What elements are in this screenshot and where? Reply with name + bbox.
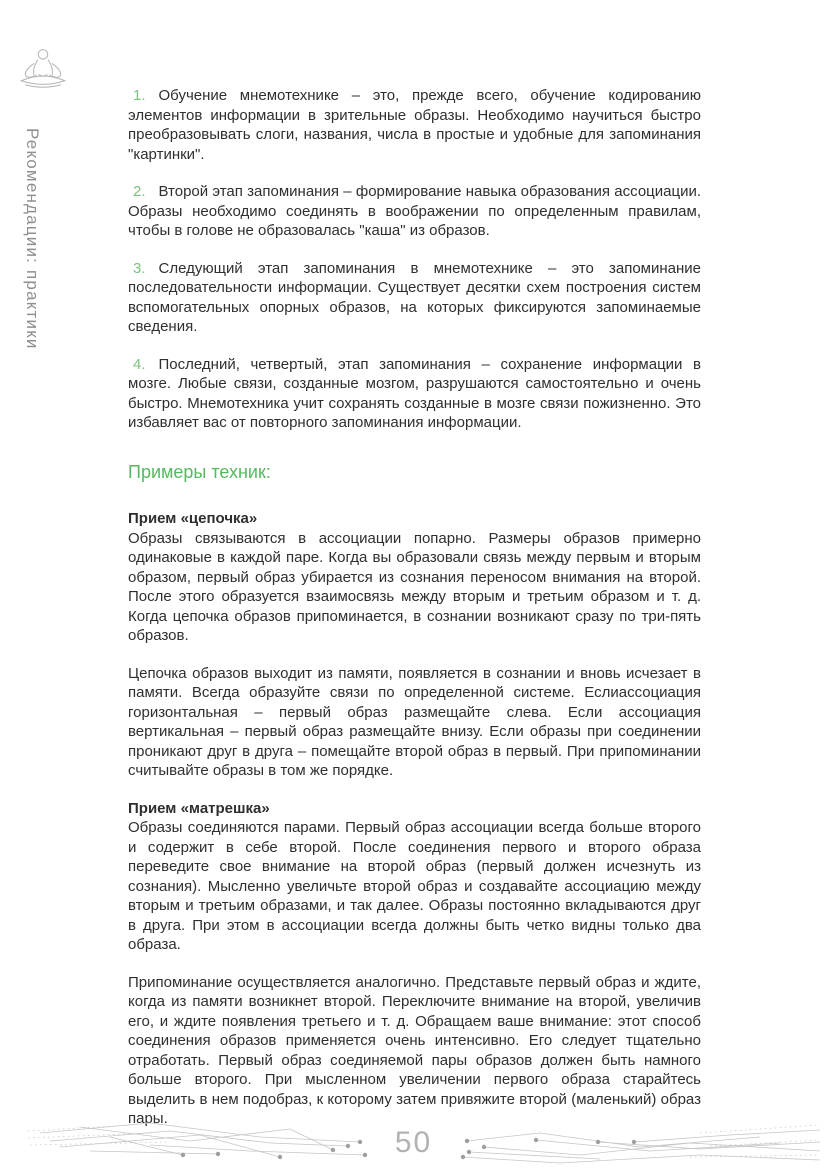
section-heading: Примеры техник: [128, 461, 271, 482]
technique-paragraph: Припоминание осуществляется аналогично. Представьте первый образ и ждите, когда из памяти возникнет второй. Переключите внимание на второй, увеличив его, и ждите появления третьего и т. д. Обращаем ваше внимание: этот способ соединения образов применяется очень интенсивно. Его следует тщательно отработать. Первый образ соединяемой пары образов должен быть намного больше второго. При мысленном увеличении первого образа старайтесь выделить в нем подобраз, к которому затем привяжите второй (маленький) образ пары. [128, 973, 701, 1127]
technique-title-matryoshka: Прием «матрешка» [128, 799, 270, 817]
numbered-item-3 [128, 259, 701, 337]
technique-paragraph: Цепочка образов выходит из памяти, появляется в сознании и вновь исчезает в памяти. Всегда образуйте связи по определенной системе. Еслиассоциация горизонтальная – первый образ размещайте слева. Если ассоциация вертикальная – первый образ размещайте внизу. Если образы при соединении проникают друг в друга – помещайте второй образ в первый. При припоминании считывайте образы в том же порядке. [128, 664, 701, 779]
sidebar-vertical-label: Рекомендации: практики [23, 128, 42, 350]
item-number: 1. [133, 87, 146, 104]
technique-paragraph: Образы связываются в ассоциации попарно. Размеры образов примерно одинаковые в каждой паре. Когда вы образовали связь между первым и вторым образом, первый образ убирается из сознания переносом внимания на второй. После этого образуется взаимосвязь между вторым и третьим образом и т. д. Когда цепочка образов припоминается, в сознании возникают сразу по три-пять образов. [128, 529, 701, 644]
technique-paragraph: Образы соединяются парами. Первый образ ассоциации всегда больше второго и содержит в себе второй. После соединения первого и второго образа переведите свое внимание на второй образ (первый должен исчезнуть из сознания). Мысленно увеличьте второй образ и создавайте ассоциацию между вторым и третьим образами, и так далее. Образы постоянно вкладываются друг в друга. При этом в ассоциации всегда должны быть четко видны только два образа. [128, 819, 701, 953]
item-number: 4. [133, 355, 146, 373]
page-content [128, 86, 701, 1147]
item-text: Обучение мнемотехнике – это, прежде всего, обучение кодированию элементов информации в зрительные образы. Необходимо научиться быстро преобразовывать слоги, названия, числа в простые и удобные для запоминания "картинки". [128, 87, 701, 163]
item-text: Следующий этап запоминания в мнемотехнике – это запоминание последовательности информации. Существует десятки схем построения систем вспомогательных опорных образов, на которых фиксируются запоминаемые сведения. [128, 259, 701, 335]
technique-title-chain: Прием «цепочка» [128, 510, 258, 527]
page-number: 50 [394, 1126, 433, 1159]
numbered-item-4 [128, 355, 701, 433]
meditation-lotus-icon [12, 44, 74, 102]
numbered-item-1 [128, 86, 701, 164]
item-text: Второй этап запоминания – формирование навыка образования ассоциации. Образы необходимо соединять в воображении по определенным правилам, чтобы в голове не образовалась "каша" из образов. [128, 183, 701, 239]
item-text: Последний, четвертый, этап запоминания – сохранение информации в мозге. Любые связи, созданные мозгом, разрушаются самостоятельно и очень быстро. Мнемотехника учит сохранять созданные в мозге связи пожизненно. Это избавляет вас от повторного запоминания информации. [128, 355, 701, 431]
item-number: 3. [133, 259, 146, 277]
item-number: 2. [133, 183, 146, 200]
numbered-item-2 [128, 182, 701, 241]
